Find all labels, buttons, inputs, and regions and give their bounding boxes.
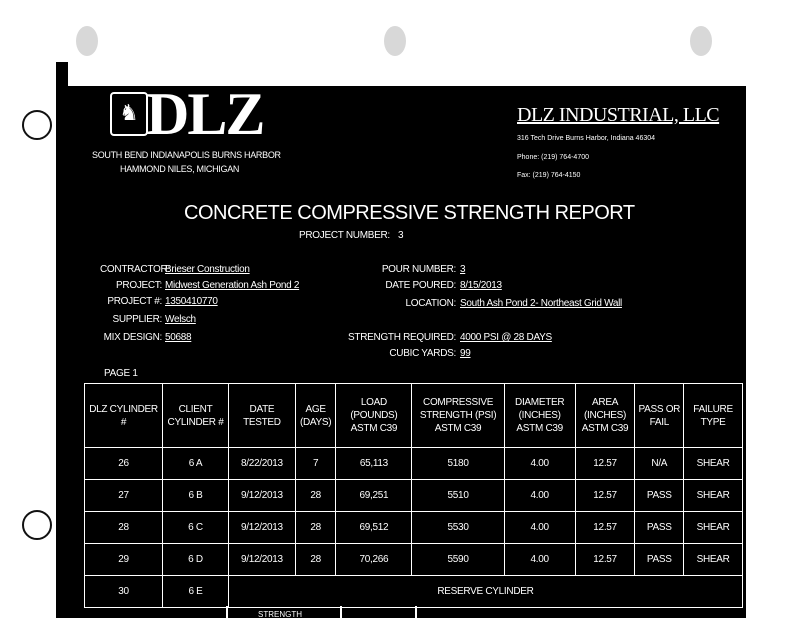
office-locations-line2: HAMMOND NILES, MICHIGAN (120, 164, 240, 174)
mix-design-value: 50688 (165, 332, 192, 343)
table-cell: 65,113 (336, 448, 412, 480)
pour-number-label: POUR NUMBER: (381, 264, 456, 275)
location-label: LOCATION: (405, 298, 456, 309)
report-title: CONCRETE COMPRESSIVE STRENGTH REPORT (184, 202, 635, 224)
table-cell: 12.57 (575, 512, 635, 544)
table-row-reserve (85, 576, 743, 608)
table-cell: 69,251 (336, 480, 412, 512)
column-header: FAILURE TYPE (684, 384, 743, 448)
table-fragment-line (340, 606, 342, 618)
supplier-value: Welsch (165, 314, 196, 325)
strength-required-label: STRENGTH REQUIRED: (348, 332, 456, 343)
faded-hole-left (76, 26, 98, 56)
table-cell: 28 (295, 512, 336, 544)
column-header: AGE (DAYS) (295, 384, 336, 448)
column-header: DLZ CYLINDER # (85, 384, 163, 448)
cubic-yards-value: 99 (460, 348, 471, 359)
table-cell: 27 (85, 480, 163, 512)
table-cell: 4.00 (504, 512, 575, 544)
table-cell: 5530 (412, 512, 504, 544)
table-cell: 69,512 (336, 512, 412, 544)
division-name: DLZ INDUSTRIAL, LLC (517, 104, 720, 126)
table-cell: 9/12/2013 (228, 512, 295, 544)
table-cell: 6 C (163, 512, 229, 544)
strength-results-table (84, 383, 743, 608)
table-cell: 6 E (163, 576, 229, 608)
mix-design-label: MIX DESIGN: (103, 332, 162, 343)
table-cell: PASS (635, 480, 684, 512)
location-value: South Ash Pond 2- Northeast Grid Wall (460, 298, 622, 309)
table-row (85, 544, 743, 576)
table-row (85, 480, 743, 512)
column-header: DATE TESTED (228, 384, 295, 448)
table-cell: SHEAR (684, 480, 743, 512)
faded-hole-center (384, 26, 406, 56)
table-row (85, 512, 743, 544)
table-row (85, 448, 743, 480)
table-cell: SHEAR (684, 512, 743, 544)
division-phone: Phone: (219) 764-4700 (517, 154, 589, 161)
project-number-value: 3 (398, 230, 404, 241)
table-cell: SHEAR (684, 448, 743, 480)
table-fragment-label: STRENGTH (258, 610, 302, 618)
date-poured-value: 8/15/2013 (460, 280, 502, 291)
project-id-label: PROJECT #: (107, 296, 162, 307)
table-cell: 70,266 (336, 544, 412, 576)
project-number-label: PROJECT NUMBER: (299, 230, 390, 241)
table-cell: 29 (85, 544, 163, 576)
table-cell: 4.00 (504, 480, 575, 512)
table-cell: SHEAR (684, 544, 743, 576)
table-cell: 8/22/2013 (228, 448, 295, 480)
column-header: AREA (INCHES) ASTM C39 (575, 384, 635, 448)
column-header: CLIENT CYLINDER # (163, 384, 229, 448)
contractor-label: CONTRACTOR: (100, 264, 170, 275)
table-cell: 28 (295, 544, 336, 576)
faded-hole-right (690, 26, 712, 56)
table-cell: 9/12/2013 (228, 480, 295, 512)
column-header: LOAD (POUNDS) ASTM C39 (336, 384, 412, 448)
table-cell: 4.00 (504, 448, 575, 480)
table-cell: N/A (635, 448, 684, 480)
punch-hole-top (22, 110, 52, 140)
report-sheet (68, 86, 746, 618)
table-fragment-line (415, 606, 417, 618)
table-cell: 28 (85, 512, 163, 544)
office-locations-line1: SOUTH BEND INDIANAPOLIS BURNS HARBOR (92, 150, 281, 160)
column-header: PASS OR FAIL (635, 384, 684, 448)
table-cell: 12.57 (575, 544, 635, 576)
table-cell: 7 (295, 448, 336, 480)
project-id-value: 1350410770 (165, 296, 218, 307)
table-cell: 5510 (412, 480, 504, 512)
page-number: PAGE 1 (104, 368, 138, 379)
pour-number-value: 3 (460, 264, 466, 275)
table-cell: 9/12/2013 (228, 544, 295, 576)
strength-required-value: 4000 PSI @ 28 DAYS (460, 332, 552, 343)
table-cell: 30 (85, 576, 163, 608)
table-cell: 28 (295, 480, 336, 512)
scan-edge (56, 62, 68, 618)
table-fragment-line (226, 606, 228, 618)
table-cell: PASS (635, 544, 684, 576)
column-header: DIAMETER (INCHES) ASTM C39 (504, 384, 575, 448)
contractor-value: Brieser Construction (165, 264, 250, 275)
table-header-row (85, 384, 743, 448)
table-cell: 5180 (412, 448, 504, 480)
table-cell: PASS (635, 512, 684, 544)
reserve-cylinder-note: RESERVE CYLINDER (228, 576, 742, 608)
division-address: 316 Tech Drive Burns Harbor, Indiana 46304 (517, 135, 656, 142)
project-value: Midwest Generation Ash Pond 2 (165, 280, 300, 291)
table-cell: 6 B (163, 480, 229, 512)
table-cell: 5590 (412, 544, 504, 576)
punch-hole-bottom (22, 510, 52, 540)
supplier-label: SUPPLIER: (112, 314, 162, 325)
column-header: COMPRESSIVE STRENGTH (PSI) ASTM C39 (412, 384, 504, 448)
cubic-yards-label: CUBIC YARDS: (389, 348, 456, 359)
date-poured-label: DATE POURED: (385, 280, 456, 291)
table-cell: 26 (85, 448, 163, 480)
table-cell: 6 A (163, 448, 229, 480)
table-cell: 12.57 (575, 480, 635, 512)
table-cell: 4.00 (504, 544, 575, 576)
division-fax: Fax: (219) 764-4150 (517, 172, 581, 179)
dlz-logo-mark-icon: ♞ (110, 92, 148, 136)
project-label: PROJECT: (116, 280, 162, 291)
dlz-logo-text: DLZ (146, 86, 264, 147)
table-cell: 6 D (163, 544, 229, 576)
table-cell: 12.57 (575, 448, 635, 480)
